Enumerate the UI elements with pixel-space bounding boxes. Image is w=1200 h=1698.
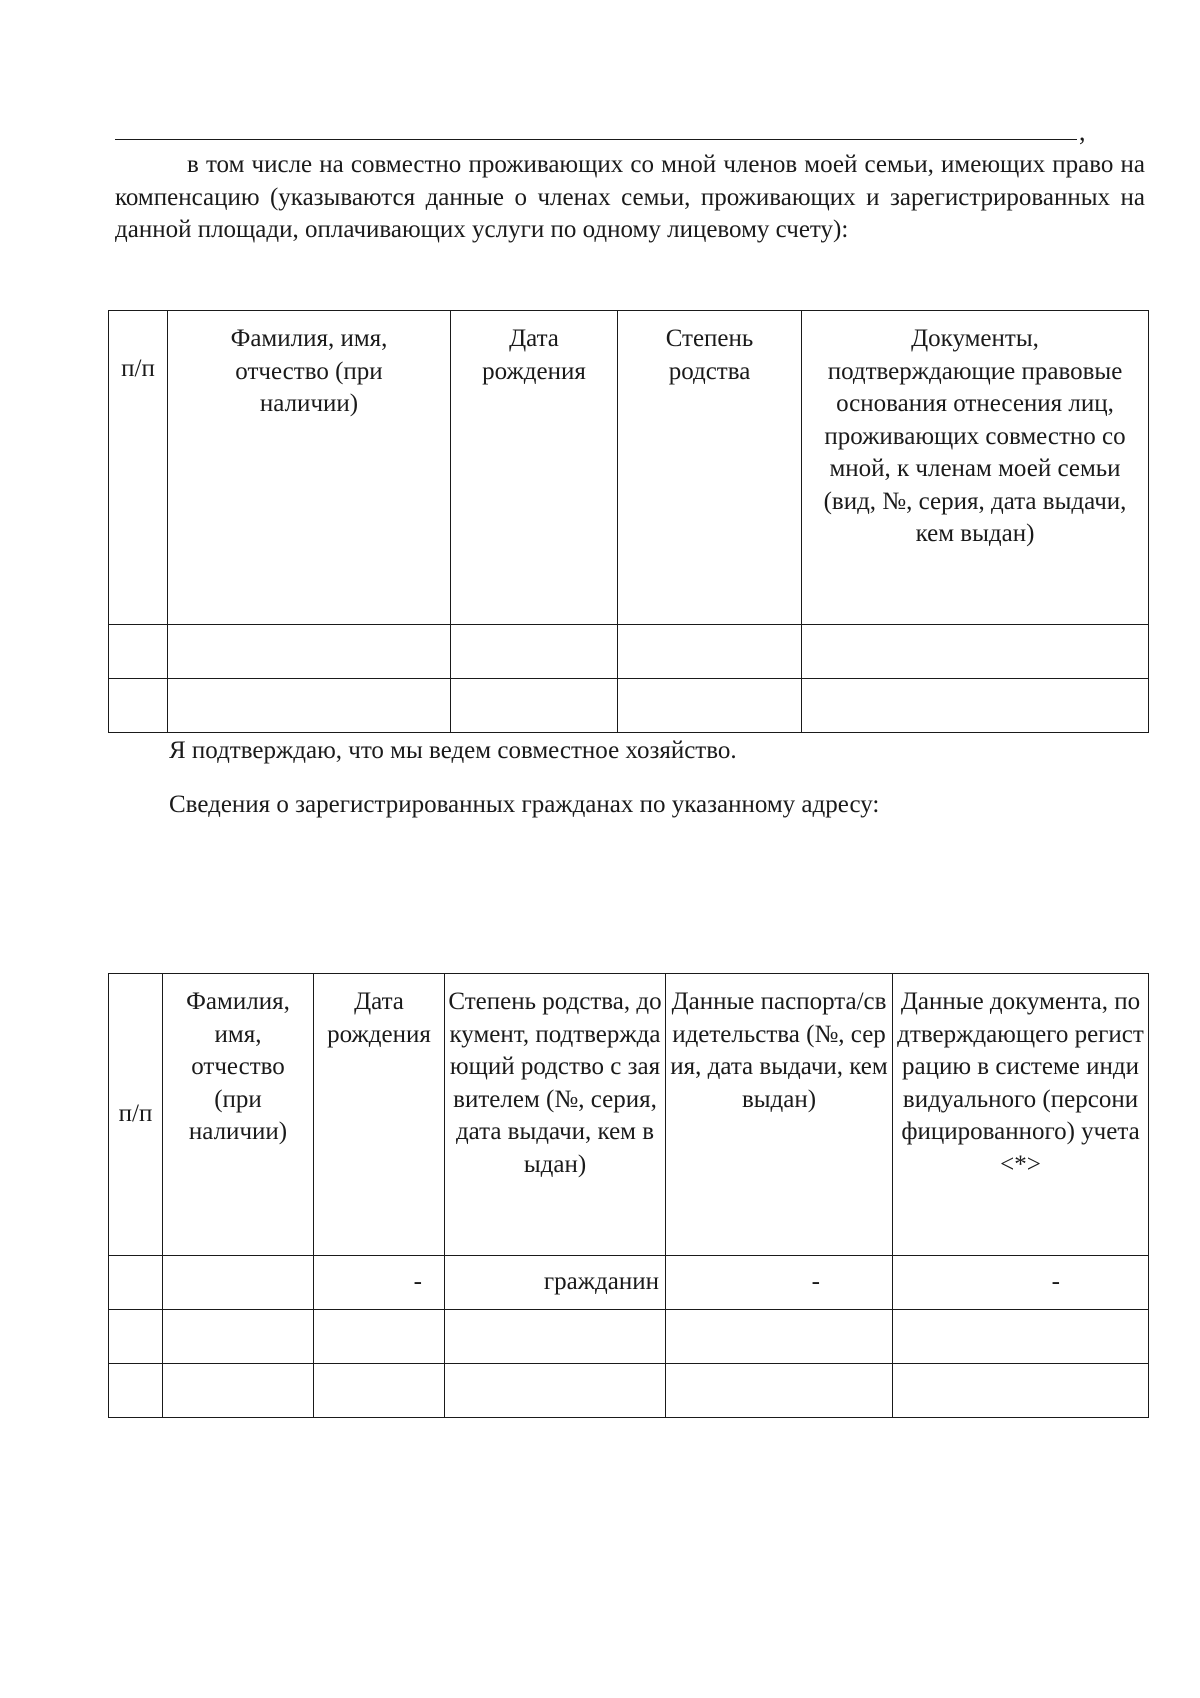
cell-passport-data[interactable] — [666, 1310, 893, 1364]
cell-birth-date[interactable] — [314, 1364, 445, 1418]
cell-number[interactable] — [109, 1364, 163, 1418]
table-row — [109, 1364, 1149, 1418]
col-header-passport-data: Данные паспорта/свидетельства (№, серия, дата выдачи, кем выдан) — [666, 974, 893, 1256]
line-end-comma: , — [1079, 117, 1086, 146]
cell-documents[interactable] — [802, 625, 1149, 679]
cell-documents[interactable] — [802, 679, 1149, 733]
cell-number[interactable] — [109, 1256, 163, 1310]
cell-registration-document[interactable] — [893, 1310, 1149, 1364]
col-header-number: п/п — [109, 974, 163, 1256]
cell-relationship-document[interactable]: гражданин — [445, 1256, 666, 1310]
cell-registration-document[interactable] — [893, 1364, 1149, 1418]
cell-passport-data[interactable]: - — [666, 1256, 893, 1310]
cell-full-name[interactable] — [163, 1256, 314, 1310]
table-row — [109, 625, 1149, 679]
cell-relationship-document[interactable] — [445, 1364, 666, 1418]
cell-birth-date[interactable] — [314, 1310, 445, 1364]
blank-fill-line — [115, 139, 1077, 140]
family-members-table — [108, 310, 1149, 733]
col-header-relationship-document: Степень родства, документ, подтверждающий родство с заявителем (№, серия, дата выдачи, кем выдан) — [445, 974, 666, 1256]
joint-household-statement: Я подтверждаю, что мы ведем совместное хозяйство. — [169, 737, 737, 764]
cell-relationship[interactable] — [618, 625, 802, 679]
cell-birth-date[interactable] — [451, 625, 618, 679]
col-header-registration-document: Данные документа, подтверждающего регистрацию в системе индивидуального (персонифицированного) учета <*> — [893, 974, 1149, 1256]
cell-registration-document[interactable]: - — [893, 1256, 1149, 1310]
cell-passport-data[interactable] — [666, 1364, 893, 1418]
table-row — [109, 679, 1149, 733]
table-header-row — [109, 974, 1149, 1256]
intro-paragraph: в том числе на совместно проживающих со мной членов моей семьи, имеющих право на компенсацию (указываются данные о членах семьи, проживающих и зарегистрированных на данной площади, оплачивающих услуги по одному лицевому счету): — [115, 151, 1145, 243]
col-header-full-name: Фамилия, имя, отчество (при наличии) — [163, 974, 314, 1256]
registered-citizens-table — [108, 973, 1149, 1418]
col-header-documents: Документы, подтверждающие правовые основания отнесения лиц, проживающих совместно со мной, к членам моей семьи (вид, №, серия, дата выдачи, кем выдан) — [802, 311, 1149, 625]
col-header-birth-date: Дата рождения — [451, 311, 618, 625]
cell-number[interactable] — [109, 679, 168, 733]
cell-full-name[interactable] — [168, 679, 451, 733]
cell-relationship-document[interactable] — [445, 1310, 666, 1364]
col-header-relationship: Степень родства — [618, 311, 802, 625]
col-header-birth-date: Дата рождения — [314, 974, 445, 1256]
cell-birth-date[interactable] — [451, 679, 618, 733]
col-header-full-name: Фамилия, имя, отчество (при наличии) — [168, 311, 451, 625]
cell-relationship[interactable] — [618, 679, 802, 733]
cell-full-name[interactable] — [163, 1364, 314, 1418]
table-row — [109, 1310, 1149, 1364]
cell-number[interactable] — [109, 1310, 163, 1364]
cell-full-name[interactable] — [163, 1310, 314, 1364]
col-header-number: п/п — [109, 311, 168, 625]
cell-number[interactable] — [109, 625, 168, 679]
table-header-row — [109, 311, 1149, 625]
registered-citizens-heading: Сведения о зарегистрированных гражданах по указанному адресу: — [169, 791, 880, 818]
table-row — [109, 1256, 1149, 1310]
cell-birth-date[interactable]: - — [314, 1256, 445, 1310]
cell-full-name[interactable] — [168, 625, 451, 679]
